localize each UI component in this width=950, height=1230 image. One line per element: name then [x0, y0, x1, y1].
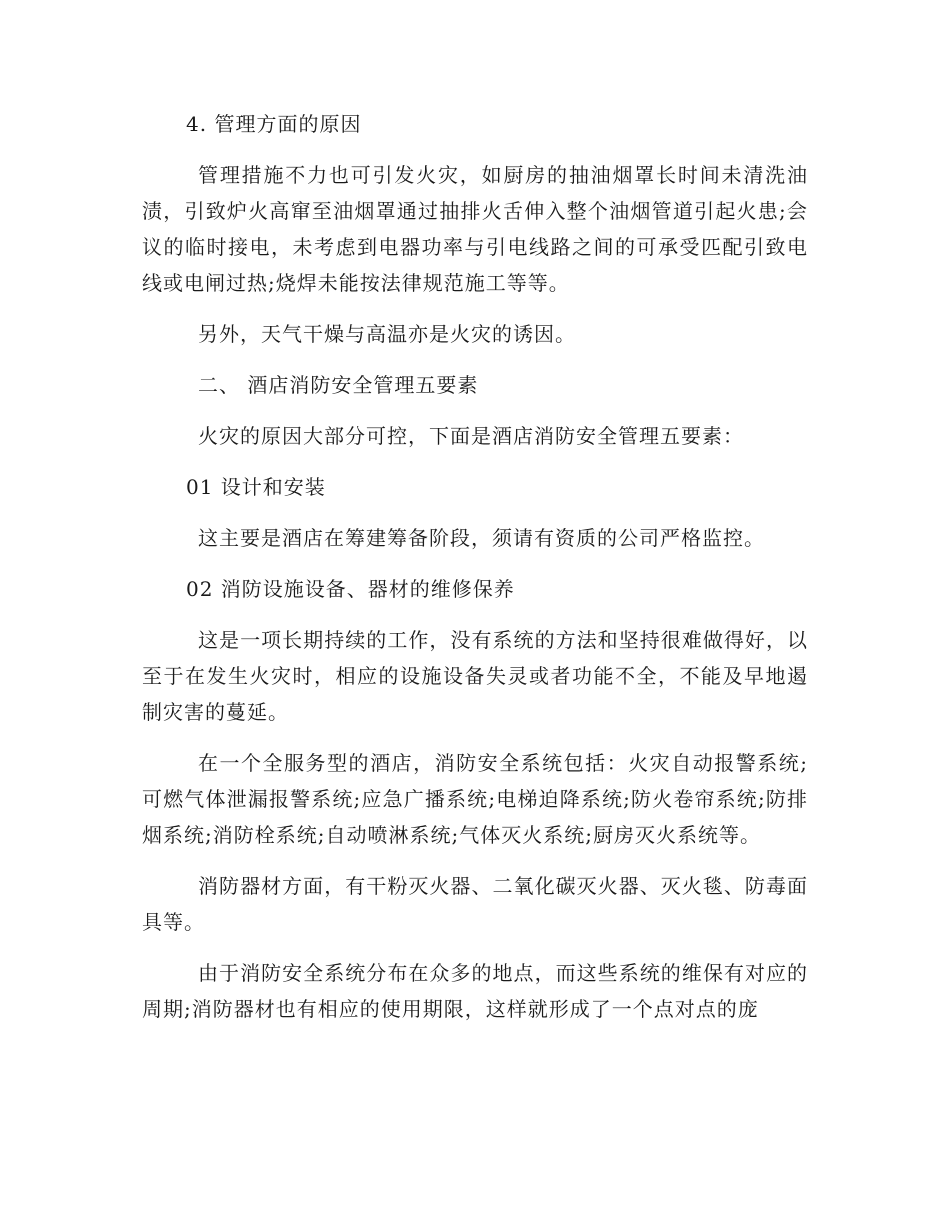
paragraph-maintenance-long-term: 这是一项长期持续的工作，没有系统的方法和坚持很难做得好，以至于在发生火灾时，相应的设施设备失灵或者功能不全，不能及早地遏制灾害的蔓延。 [142, 628, 808, 724]
subheading-design-installation: 01 设计和安装 [186, 475, 326, 499]
paragraph-fire-safety-systems: 在一个全服务型的酒店，消防安全系统包括：火灾自动报警系统;可燃气体泄漏报警系统;应急广播系统;电梯迫降系统;防火卷帘系统;防排烟系统;消防栓系统;自动喷淋系统;气体灭火系统;厨房灭火系统等。 [142, 751, 808, 847]
paragraph-fire-equipment: 消防器材方面，有干粉灭火器、二氧化碳灭火器、灭火毯、防毒面具等。 [142, 874, 808, 934]
paragraph-weather-causes: 另外，天气干燥与高温亦是火灾的诱因。 [198, 322, 576, 346]
paragraph-management-measures: 管理措施不力也可引发火灾，如厨房的抽油烟罩长时间未清洗油渍，引致炉火高窜至油烟罩通过抽排火舌伸入整个油烟管道引起火患;会议的临时接电，未考虑到电器功率与引电线路之间的可承受匹配引致电线或电闸过热;烧焊未能按法律规范施工等等。 [142, 163, 808, 295]
paragraph-maintenance-cycles: 由于消防安全系统分布在众多的地点，而这些系统的维保有对应的周期;消防器材也有相应的使用期限，这样就形成了一个点对点的庞 [142, 961, 808, 1021]
paragraph-five-elements-intro: 火灾的原因大部分可控，下面是酒店消防安全管理五要素： [198, 424, 744, 448]
section-heading-five-elements: 二、 酒店消防安全管理五要素 [198, 373, 479, 397]
subheading-maintenance: 02 消防设施设备、器材的维修保养 [186, 577, 515, 601]
document-body [142, 106, 808, 1042]
paragraph-design-installation: 这主要是酒店在筹建筹备阶段，须请有资质的公司严格监控。 [198, 526, 765, 550]
section-heading-management-causes: 4. 管理方面的原因 [186, 112, 362, 136]
